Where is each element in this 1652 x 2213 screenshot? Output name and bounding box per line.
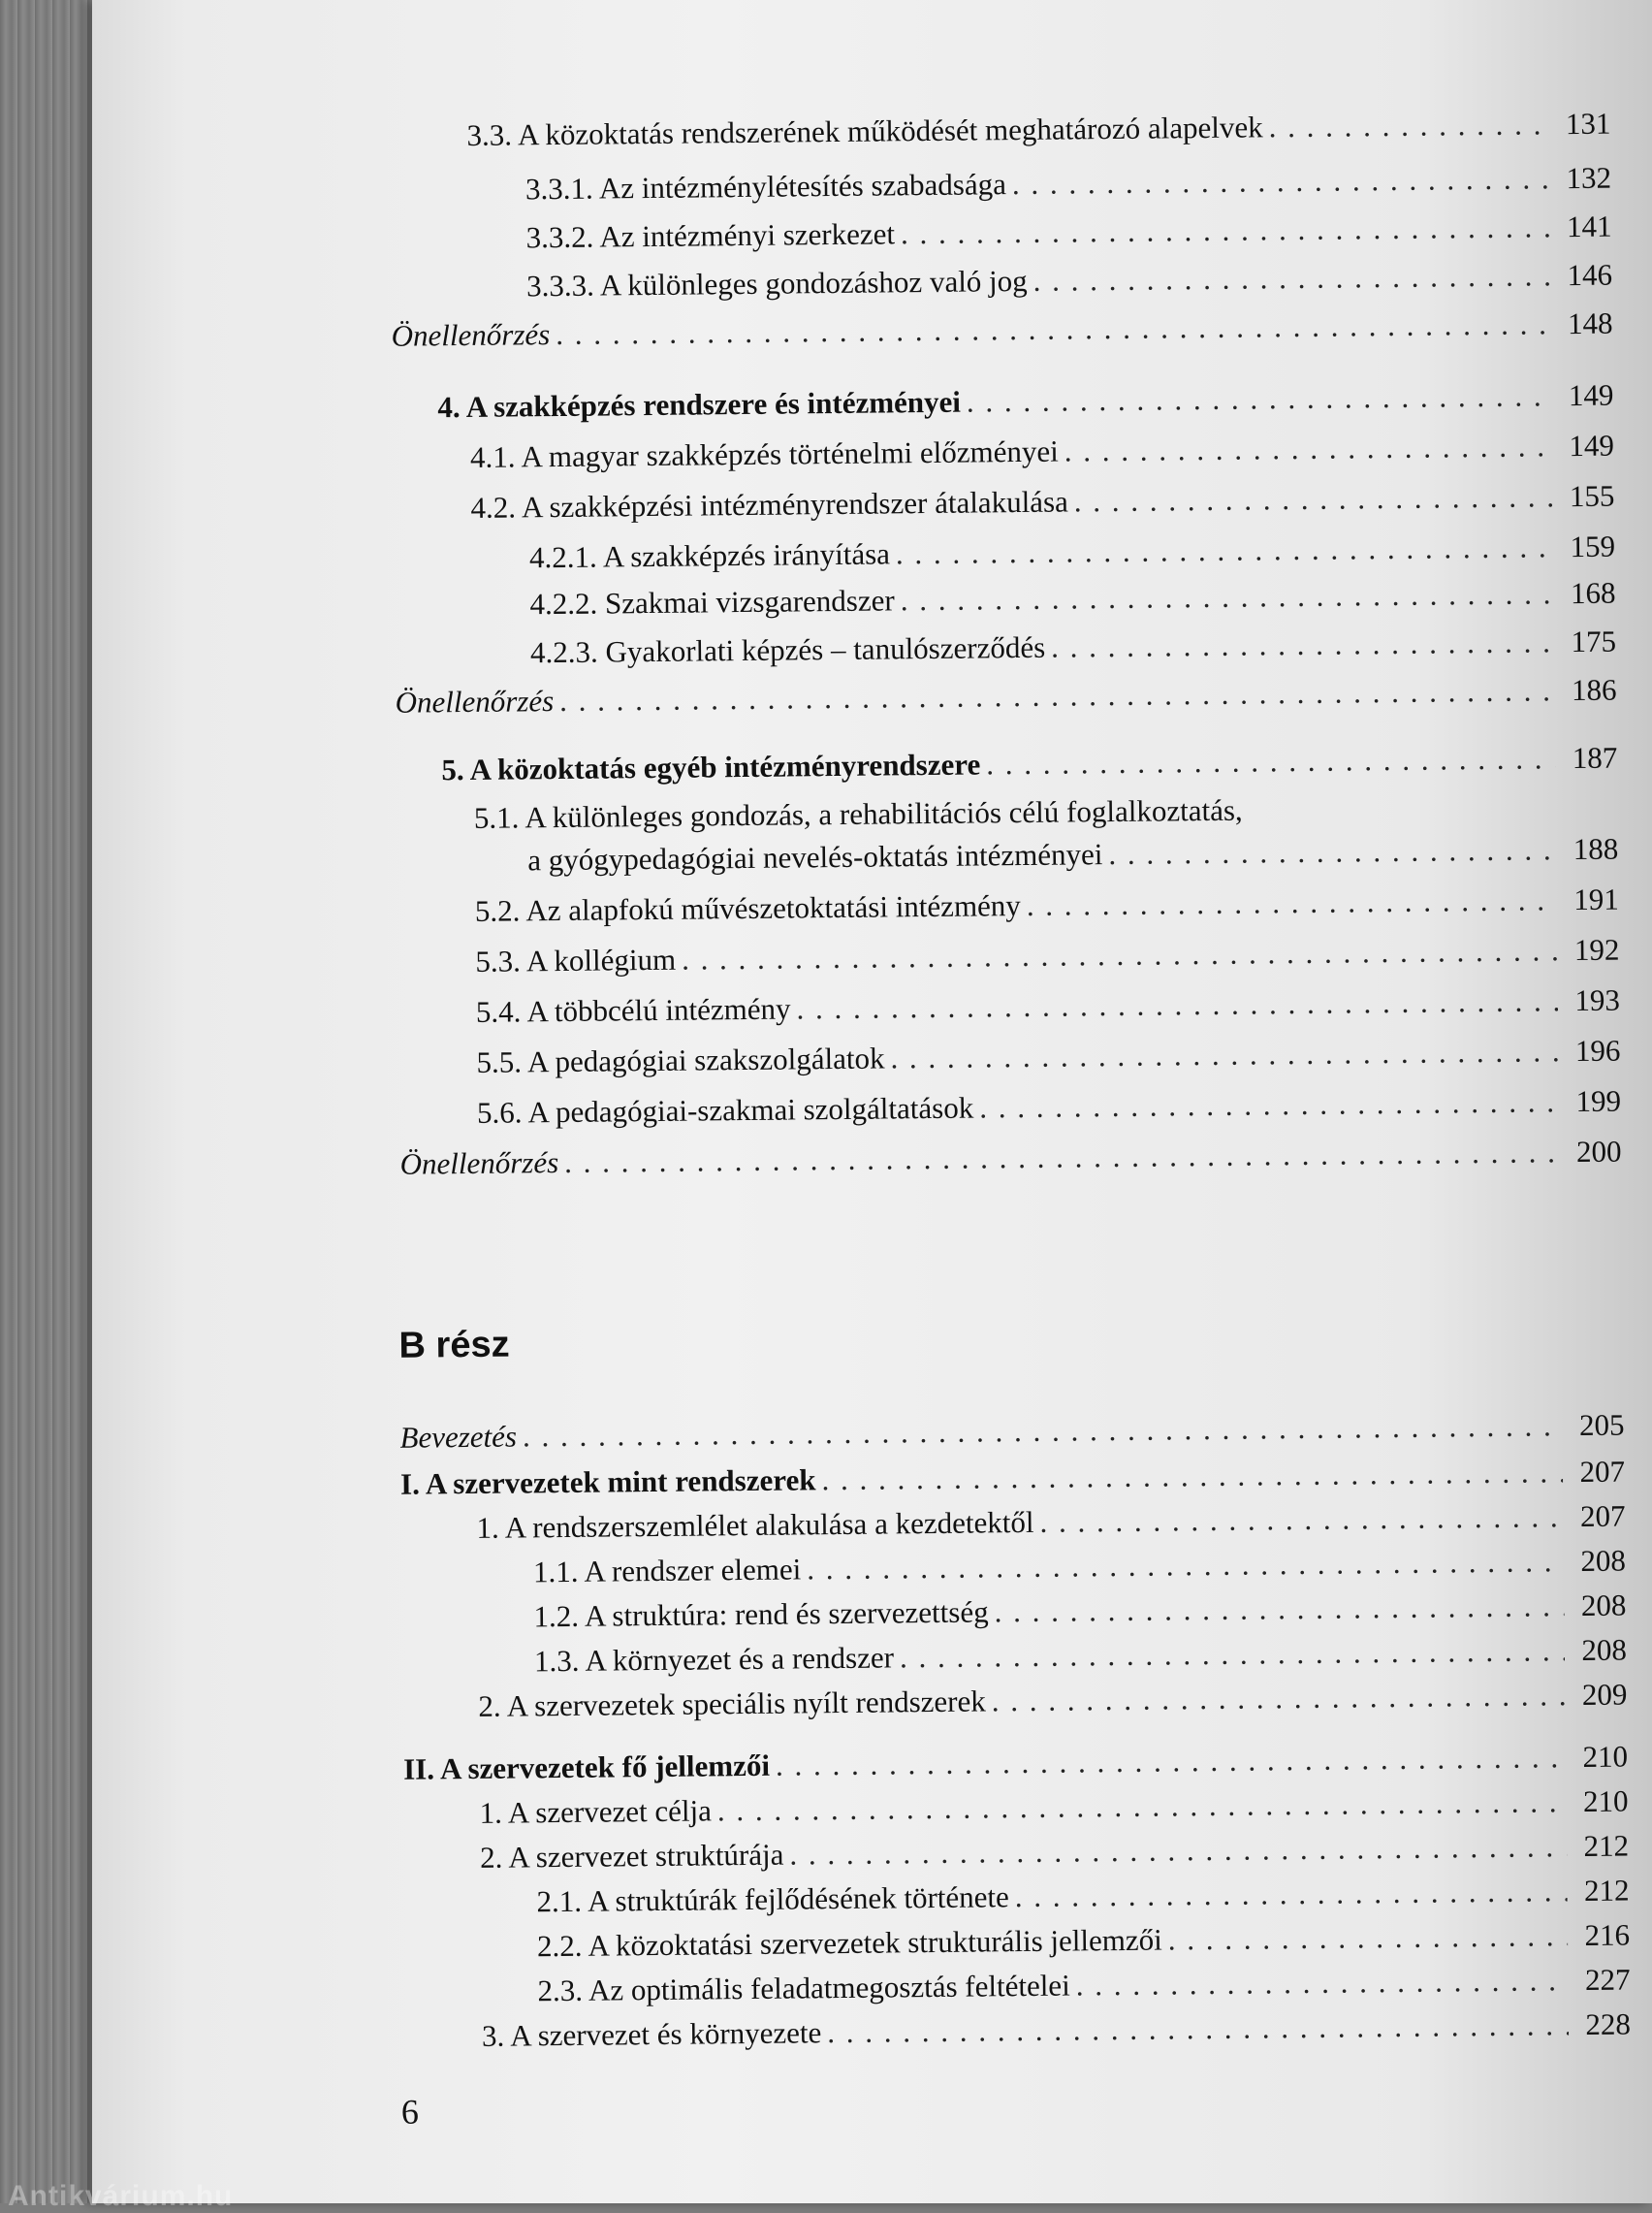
dot-leader: [523, 1410, 1563, 1451]
toc-entry: [533, 1632, 1628, 1679]
toc-entry-label: 2.1. A struktúrák fejlődésének története: [536, 1879, 1009, 1919]
dot-leader: [1039, 1501, 1563, 1537]
toc-entry-page: 187: [1572, 740, 1618, 776]
toc-entry-page: 210: [1582, 1739, 1629, 1774]
toc-entry: [529, 575, 1616, 622]
toc-entry-page: 148: [1567, 305, 1613, 341]
toc-entry-label: 4.2.3. Gyakorlati képzés – tanulószerződés: [529, 629, 1046, 670]
toc-entry-label: 4. A szakképzés rendszere és intézményei: [437, 384, 962, 425]
toc-entry-page: 191: [1573, 882, 1619, 917]
toc-entry: [536, 1873, 1630, 1919]
toc-entry: [533, 1590, 1626, 1632]
dot-leader: [556, 308, 1551, 349]
dot-leader: [1108, 834, 1556, 869]
toc-entry-label: 2. A szervezet struktúrája: [479, 1837, 784, 1875]
toc-entry-label: Önellenőrzés: [399, 1145, 559, 1181]
dot-leader: [1027, 884, 1557, 920]
dot-leader: [564, 1137, 1560, 1177]
dot-leader: [807, 1546, 1564, 1584]
toc-entry-self-check: [395, 672, 1617, 720]
toc-entry-label: 5.3. A kollégium: [475, 942, 677, 978]
toc-entry-label: 5.2. Az alapfokú művészetoktatási intézmény: [474, 888, 1022, 928]
dot-leader: [1015, 1876, 1568, 1911]
dot-leader: [827, 2009, 1569, 2047]
toc-entry-page: 168: [1570, 575, 1616, 611]
toc-entry: [525, 208, 1612, 255]
dot-leader: [821, 1457, 1563, 1494]
toc-entry-page: 208: [1580, 1543, 1627, 1579]
toc-entry-page: 216: [1584, 1917, 1631, 1952]
toc-entry: [399, 1407, 1625, 1455]
toc-entry-self-check: [399, 1134, 1622, 1181]
dot-leader: [682, 935, 1558, 974]
toc-entry: [475, 932, 1620, 978]
toc-entry-page: 208: [1581, 1632, 1628, 1668]
dot-leader: [1168, 1920, 1569, 1954]
dot-leader: [986, 743, 1555, 779]
dot-leader: [967, 380, 1552, 416]
toc-entry-label: II. A szervezetek fő jellemzői: [402, 1748, 771, 1786]
toc-entry: [525, 257, 1613, 304]
dot-leader: [796, 985, 1558, 1023]
toc-entry-page: 212: [1583, 1828, 1630, 1863]
toc-entry: [475, 982, 1621, 1029]
dot-leader: [559, 675, 1555, 716]
toc-entry-label: I. A szervezetek mint rendszerek: [399, 1462, 816, 1501]
dot-leader: [992, 1680, 1566, 1716]
book-page: [92, 0, 1652, 2203]
toc-entry-page: 227: [1584, 1962, 1631, 1997]
toc-entry: [537, 1962, 1631, 2008]
toc-entry: [529, 531, 1615, 573]
toc-entry: [530, 626, 1616, 668]
toc-entry: [481, 2006, 1632, 2053]
toc-entry-label: 5.5. A pedagógiai szakszolgálatok: [476, 1041, 885, 1079]
toc-entry-page: 186: [1571, 672, 1617, 708]
toc-entry: [476, 1033, 1621, 1079]
dot-leader: [890, 1036, 1558, 1073]
toc-entry: [479, 1783, 1629, 1830]
toc-entry-label: 3.3.1. Az intézménylétesítés szabadsága: [524, 167, 1007, 207]
toc-entry-page: 146: [1567, 257, 1613, 293]
toc-entry-page: 131: [1565, 106, 1611, 142]
toc-entry-label: 3.3.2. Az intézményi szerkezet: [525, 216, 896, 255]
dot-leader: [1033, 260, 1551, 296]
toc-entry-label: 1.3. A környezet és a rendszer: [533, 1640, 895, 1679]
dot-leader: [1076, 1965, 1569, 2000]
dot-leader: [901, 211, 1550, 248]
toc-entry: [536, 1917, 1631, 1964]
toc-entry-page: 207: [1579, 1454, 1626, 1490]
toc-entry-label: 1.1. A rendszer elemei: [532, 1552, 802, 1589]
toc-entry: [479, 1828, 1630, 1875]
dot-leader: [896, 531, 1553, 568]
dot-leader: [901, 578, 1554, 615]
toc-entry-self-check: [391, 305, 1613, 353]
toc-entry-label: 3.3. A közoktatás rendszerének működését meghatározó alapelvek: [466, 110, 1263, 152]
toc-chapter: [402, 1739, 1629, 1786]
toc-entry-page: 149: [1568, 377, 1614, 413]
page-content: [92, 0, 1652, 2203]
toc-entry-label: 4.2.1. A szakképzés irányítása: [528, 536, 891, 575]
toc-entry-page: 175: [1571, 624, 1617, 659]
toc-entry-label: Bevezetés: [399, 1419, 518, 1455]
toc-entry-page: 159: [1570, 529, 1616, 564]
toc-entry-label: 4.1. A magyar szakképzés történelmi előzményei: [469, 433, 1059, 474]
toc-entry-page: 149: [1569, 428, 1615, 464]
toc-entry-label: 1. A rendszerszemlélet alakulása a kezdetektől: [476, 1504, 1034, 1545]
toc-entry: [476, 1083, 1622, 1130]
dot-leader: [1012, 163, 1549, 199]
dot-leader: [979, 1086, 1559, 1122]
toc-chapter: [399, 1454, 1626, 1501]
toc-entry: [470, 478, 1615, 525]
toc-entry-label: 4.2.2. Szakmai vizsgarendszer: [529, 583, 895, 622]
toc-entry-label: a gyógypedagógiai nevelés-oktatás intézményei: [527, 837, 1103, 878]
watermark: Antikvárium.hu: [8, 2180, 234, 2212]
toc-entry: [532, 1543, 1627, 1589]
toc-entry-page: 193: [1574, 982, 1621, 1018]
dot-leader: [1064, 431, 1552, 465]
toc-entry-label: 5. A közoktatás egyéb intézményrendszere: [441, 747, 981, 787]
toc-entry: [524, 160, 1612, 207]
toc-entry-page: 208: [1580, 1588, 1627, 1623]
toc-entry-page: 210: [1582, 1783, 1629, 1818]
toc-entry-label: 1. A szervezet célja: [479, 1793, 713, 1830]
section-heading: B rész: [398, 1324, 510, 1366]
toc-entry-page: 212: [1583, 1873, 1630, 1908]
toc-entry-label: 4.2. A szakképzési intézményrendszer átalakulása: [470, 484, 1068, 525]
dot-leader: [900, 1635, 1565, 1672]
toc-entry-page: 207: [1579, 1498, 1626, 1534]
toc-entry: [466, 106, 1611, 152]
toc-entry-page: 199: [1575, 1083, 1622, 1119]
dot-leader: [789, 1831, 1567, 1869]
toc-entry-page: 132: [1566, 160, 1612, 196]
toc-entry: [475, 884, 1619, 926]
toc-entry-page: 141: [1566, 208, 1612, 244]
toc-entry-label: 3. A szervezet és környezete: [481, 2015, 822, 2053]
toc-entry-label: Önellenőrzés: [391, 317, 551, 353]
toc-entry-label: 5.4. A többcélú intézmény: [475, 991, 791, 1029]
toc-entry-label: 3.3.3. A különleges gondozáshoz való jog: [525, 263, 1028, 304]
toc-entry-label: 2.3. Az optimális feladatmegosztás feltételei: [537, 1968, 1070, 2008]
toc-entry-label: 2. A szervezetek speciális nyílt rendszerek: [478, 1684, 986, 1723]
toc-entry-page: 196: [1574, 1033, 1621, 1069]
toc-entry: [476, 1498, 1626, 1545]
dot-leader: [994, 1590, 1564, 1626]
page-number: 6: [400, 2092, 420, 2132]
toc-entry: [469, 428, 1615, 474]
toc-entry-page: 205: [1578, 1407, 1625, 1443]
dot-leader: [776, 1742, 1566, 1780]
dot-leader: [1268, 109, 1548, 142]
toc-chapter: [437, 377, 1614, 425]
toc-entry-label-line1: 5.1. A különleges gondozás, a rehabilitációs célú foglalkoztatás,: [473, 792, 1243, 835]
toc-entry-label: Önellenőrzés: [395, 684, 555, 720]
page-edge-backdrop: [0, 0, 97, 2203]
toc-entry: [527, 831, 1619, 878]
toc-entry: [478, 1677, 1628, 1723]
dot-leader: [1074, 481, 1553, 516]
toc-entry-page: 188: [1573, 831, 1619, 867]
toc-entry-label: 1.2. A struktúra: rend és szervezettség: [533, 1594, 989, 1634]
toc-entry-label: 5.6. A pedagógiai-szakmai szolgáltatások: [476, 1090, 974, 1130]
dot-leader: [717, 1786, 1567, 1825]
toc-entry-page: 192: [1573, 932, 1620, 968]
toc-chapter: [441, 740, 1618, 787]
toc-entry-page: 209: [1581, 1677, 1628, 1713]
toc-entry-page: 228: [1585, 2006, 1632, 2041]
toc-entry-page: 155: [1569, 478, 1615, 514]
toc-entry-page: 200: [1575, 1134, 1622, 1170]
toc-entry-label: 2.2. A közoktatási szervezetek strukturális jellemzői: [536, 1922, 1162, 1964]
dot-leader: [1051, 626, 1554, 661]
